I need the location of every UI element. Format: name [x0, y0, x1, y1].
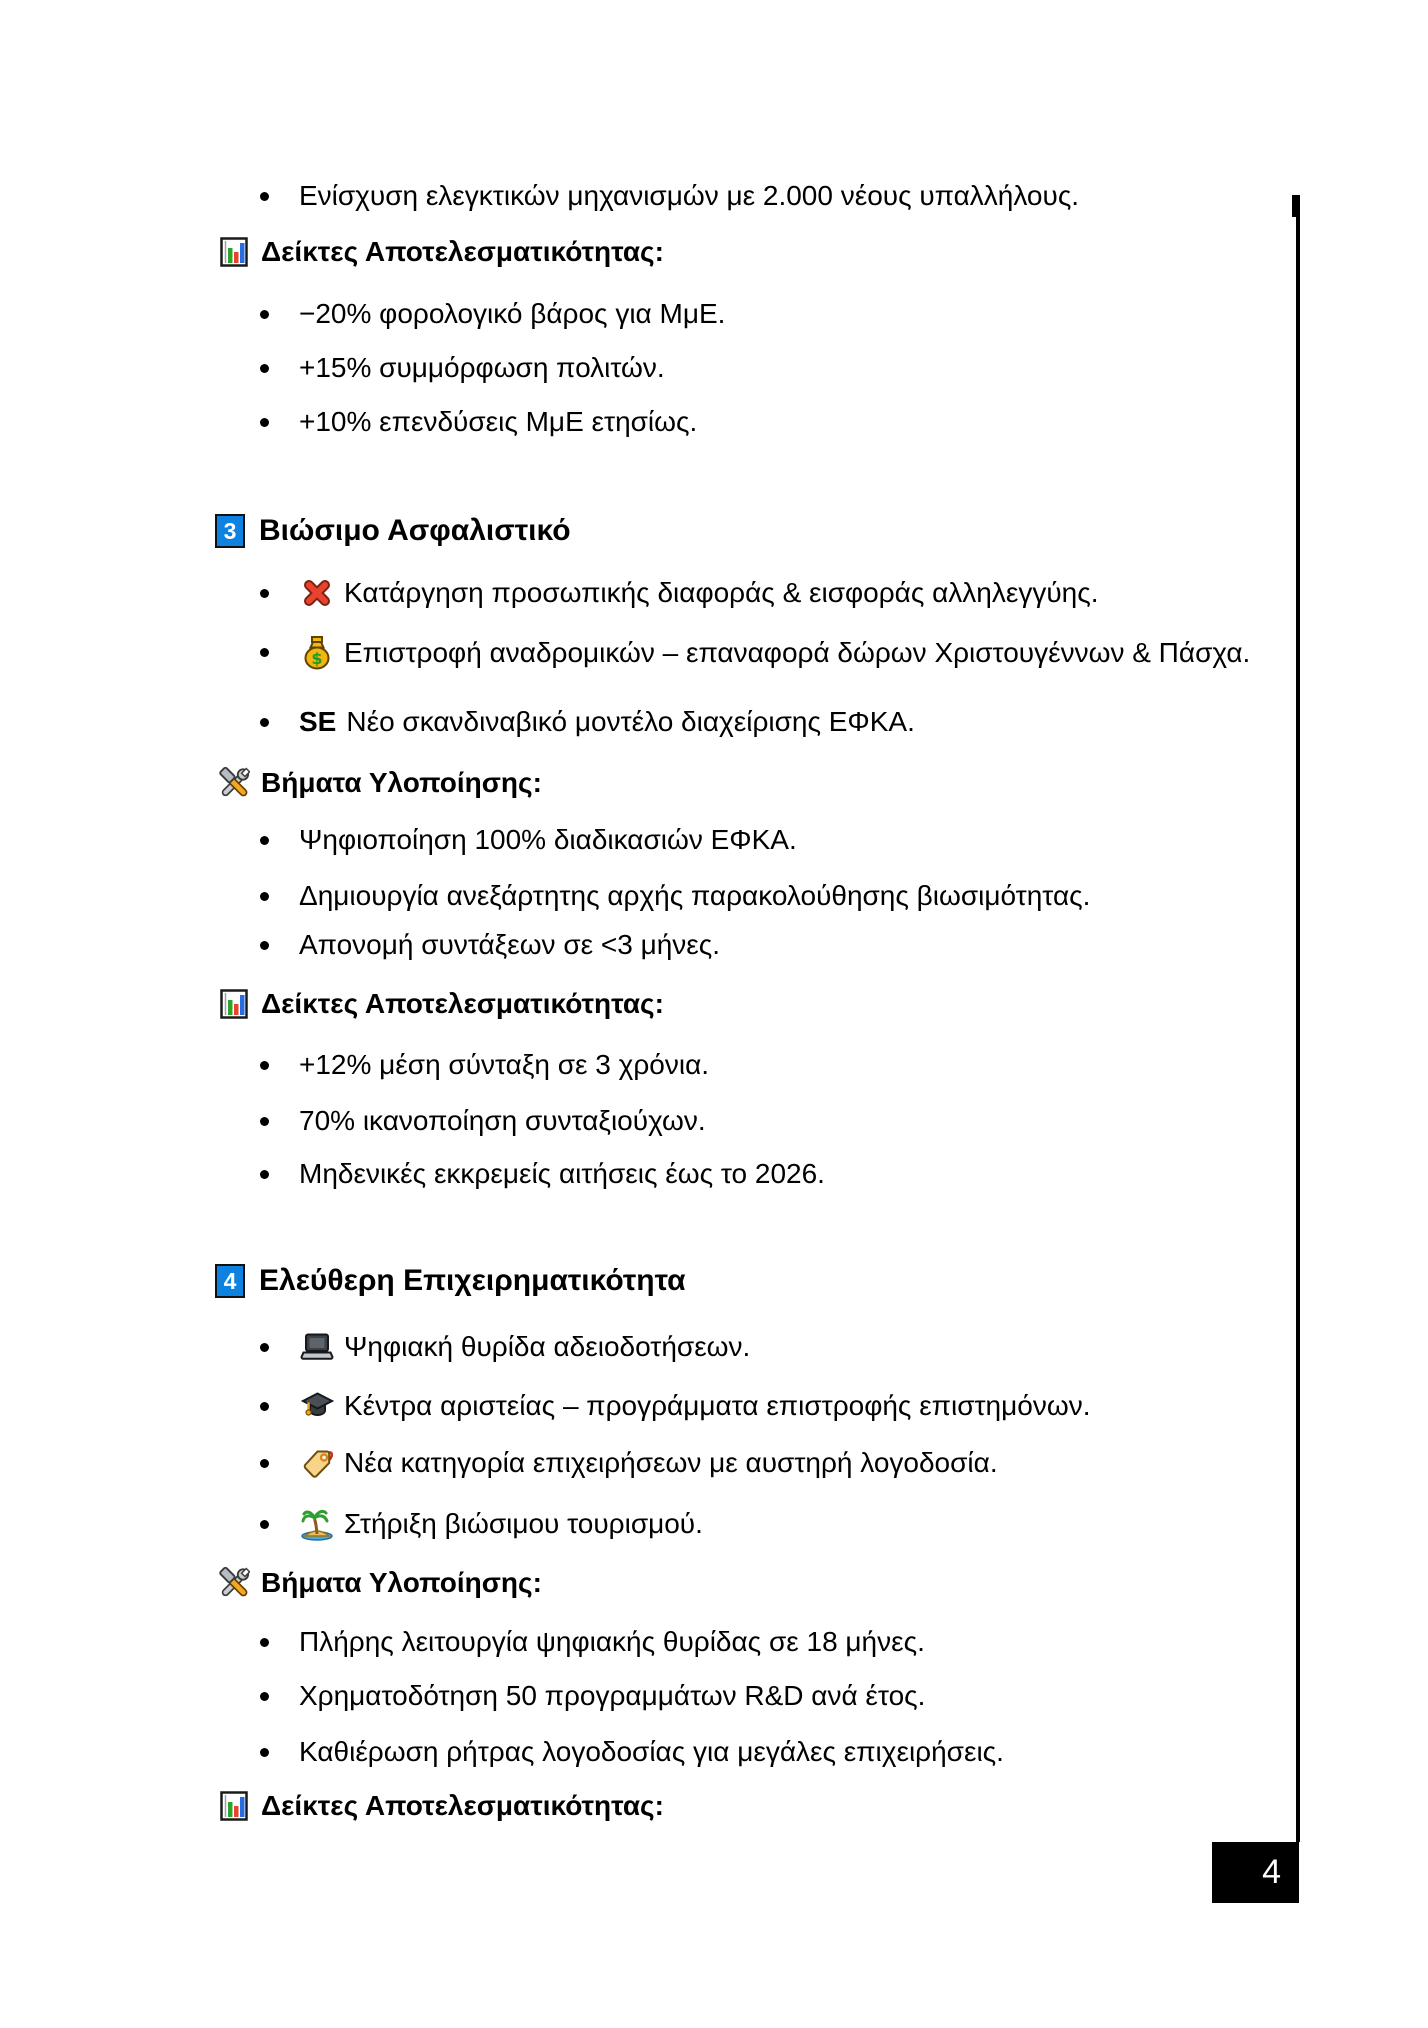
bullet-item	[260, 823, 797, 857]
bullet-dot	[260, 1402, 269, 1411]
section-3-heading	[215, 514, 571, 548]
bullet-dot	[260, 418, 269, 427]
bullet-dot	[260, 718, 269, 727]
kpi-heading	[218, 987, 664, 1021]
bullet-dot	[260, 1748, 269, 1757]
bullet-text: +12% μέση σύνταξη σε 3 χρόνια.	[299, 1049, 710, 1080]
kpi-heading	[218, 235, 664, 269]
bullet-dot	[260, 1692, 269, 1701]
bullet-dot	[260, 589, 269, 598]
bullet-dot	[260, 1170, 269, 1179]
bullet-text: 70% ικανοποίηση συνταξιούχων.	[299, 1105, 706, 1136]
bullet-text: Πλήρης λειτουργία ψηφιακής θυρίδας σε 18 μήνες.	[299, 1626, 925, 1657]
bullet-item	[260, 1104, 706, 1138]
bullet-item	[260, 1625, 925, 1659]
bullet-item	[260, 297, 725, 331]
bar-chart-icon	[218, 1791, 250, 1821]
steps-heading	[218, 766, 542, 800]
bullet-item	[260, 1330, 750, 1364]
bullet-text: Ενίσχυση ελεγκτικών μηχανισμών με 2.000 νέους υπαλλήλους.	[299, 180, 1080, 211]
desert-island-icon	[299, 1507, 335, 1541]
bullet-text: Χρηματοδότηση 50 προγραμμάτων R&D ανά έτος.	[299, 1680, 926, 1711]
bar-chart-icon	[218, 237, 250, 267]
bullet-dot	[260, 1459, 269, 1468]
bullet-dot	[260, 1117, 269, 1126]
bullet-item	[260, 1389, 1090, 1423]
heading-label: Βήματα Υλοποίησης:	[261, 767, 542, 798]
section-title: Ελεύθερη Επιχειρηματικότητα	[259, 1264, 686, 1297]
bullet-item	[260, 351, 665, 385]
bullet-item	[260, 405, 697, 439]
bullet-text: Νέα κατηγορία επιχειρήσεων με αυστηρή λογοδοσία.	[344, 1447, 998, 1478]
page-number-box	[1212, 1842, 1299, 1903]
bullet-text: Νέο σκανδιναβικό μοντέλο διαχείρισης ΕΦΚΑ.	[346, 706, 915, 737]
bullet-dot	[260, 1520, 269, 1529]
bullet-dot	[260, 892, 269, 901]
section-4-heading	[215, 1264, 686, 1298]
bullet-text: +10% επενδύσεις ΜμΕ ετησίως.	[299, 406, 698, 437]
bullet-dot	[260, 648, 269, 657]
bullet-item	[260, 1048, 709, 1082]
bullet-item	[260, 705, 915, 739]
bullet-text: Ψηφιακή θυρίδα αδειοδοτήσεων.	[344, 1331, 751, 1362]
bullet-item	[260, 1157, 825, 1191]
bullet-text: +15% συμμόρφωση πολιτών.	[299, 352, 665, 383]
bullet-dot	[260, 1343, 269, 1352]
bullet-dot	[260, 310, 269, 319]
sweden-flag-fallback: SE	[299, 706, 337, 737]
bullet-dot	[260, 192, 269, 201]
bullet-text: Κέντρα αριστείας – προγράμματα επιστροφής επιστημόνων.	[344, 1390, 1091, 1421]
laptop-icon	[299, 1333, 335, 1361]
cross-mark-icon	[299, 578, 335, 608]
bullet-text: Απονομή συντάξεων σε <3 μήνες.	[299, 929, 721, 960]
graduation-cap-icon	[299, 1391, 335, 1421]
bullet-dot	[260, 836, 269, 845]
bullet-item	[260, 576, 1099, 610]
keycap-3-icon: 3	[215, 514, 245, 548]
bullet-item	[260, 928, 720, 962]
page-number: 4	[1262, 1853, 1281, 1891]
right-border-line	[1296, 195, 1300, 1842]
hammer-wrench-icon	[218, 766, 250, 800]
bullet-item	[260, 179, 1079, 213]
bullet-text: Καθιέρωση ρήτρας λογοδοσίας για μεγάλες επιχειρήσεις.	[299, 1736, 1004, 1767]
bullet-item	[260, 879, 1090, 913]
heading-label: Δείκτες Αποτελεσματικότητας:	[261, 988, 664, 1019]
bullet-item	[260, 635, 1250, 670]
heading-label: Δείκτες Αποτελεσματικότητας:	[261, 1790, 664, 1821]
bullet-dot	[260, 1638, 269, 1647]
svg-text:$: $	[311, 649, 323, 668]
bullet-item	[260, 1735, 1004, 1769]
bullet-text: Κατάργηση προσωπικής διαφοράς & εισφοράς αλληλεγγύης.	[344, 577, 1099, 608]
bullet-item	[260, 1507, 703, 1541]
keycap-4-icon: 4	[215, 1264, 245, 1298]
bullet-dot	[260, 1061, 269, 1070]
bullet-text: −20% φορολογικό βάρος για ΜμΕ.	[299, 298, 726, 329]
bullet-dot	[260, 364, 269, 373]
heading-label: Βήματα Υλοποίησης:	[261, 1567, 542, 1598]
bullet-dot	[260, 941, 269, 950]
bar-chart-icon	[218, 989, 250, 1019]
heading-label: Δείκτες Αποτελεσματικότητας:	[261, 236, 664, 267]
kpi-heading	[218, 1789, 664, 1823]
bullet-item	[260, 1679, 925, 1713]
label-tag-icon	[299, 1447, 335, 1479]
bullet-text: Δημιουργία ανεξάρτητης αρχής παρακολούθησης βιωσιμότητας.	[299, 880, 1091, 911]
steps-heading	[218, 1566, 542, 1600]
bullet-text: Μηδενικές εκκρεμείς αιτήσεις έως το 2026.	[299, 1158, 825, 1189]
hammer-wrench-icon	[218, 1566, 250, 1600]
section-title: Βιώσιμο Ασφαλιστικό	[259, 514, 571, 547]
bullet-text: Ψηφιοποίηση 100% διαδικασιών ΕΦΚΑ.	[299, 824, 797, 855]
money-bag-icon	[299, 635, 335, 670]
bullet-item	[260, 1446, 998, 1480]
bullet-text: Στήριξη βιώσιμου τουρισμού.	[344, 1508, 703, 1539]
bullet-text: Επιστροφή αναδρομικών – επαναφορά δώρων Χριστουγέννων & Πάσχα.	[344, 636, 1251, 668]
